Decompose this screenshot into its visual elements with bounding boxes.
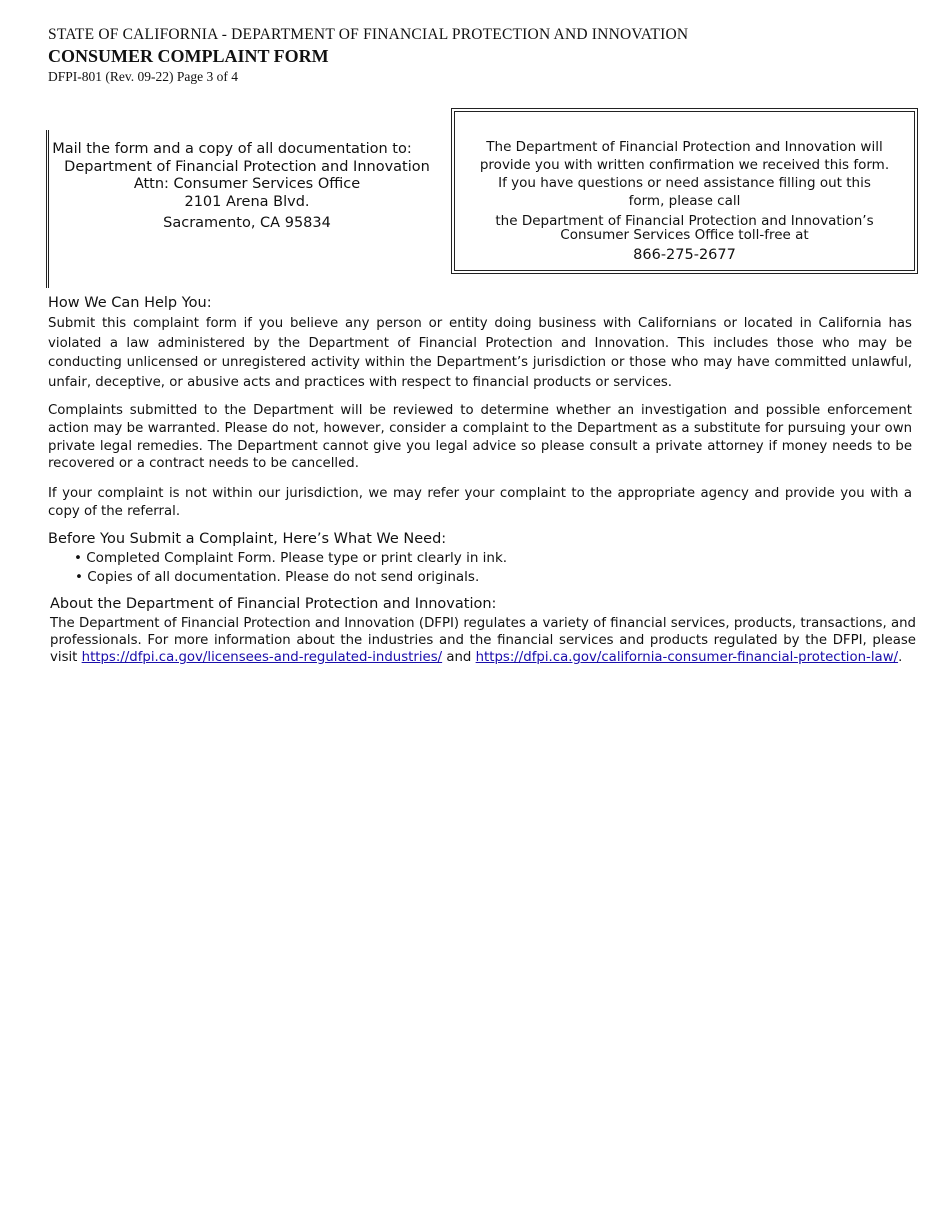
help-heading: How We Can Help You: — [48, 295, 212, 311]
mailing-address-box — [46, 130, 445, 288]
help-paragraph-2: Complaints submitted to the Department will be reviewed to determine whether an investigation and possible enforcement action may be warranted. Please do not, however, consider a complaint to the Department as a substitute for pursuing your own private legal remedies. The Department cannot give you legal advice so please consult a private attorney if money needs to be recovered or a contract needs to be cancelled. — [48, 403, 912, 472]
list-item: • Copies of all documentation. Please do not send originals. — [75, 569, 480, 585]
confirm-line: If you have questions or need assistance filling out this — [498, 175, 871, 191]
regulated-industries-link[interactable]: https://dfpi.ca.gov/licensees-and-regulated-industries/ — [81, 650, 443, 665]
confirm-line: The Department of Financial Protection and Innovation will — [486, 139, 883, 155]
mail-org: Department of Financial Protection and Innovation — [64, 158, 430, 175]
mail-city: Sacramento, CA 95834 — [163, 215, 331, 231]
confirm-line: Consumer Services Office toll-free at — [560, 227, 809, 243]
confirm-line: the Department of Financial Protection and Innovation’s — [495, 213, 874, 229]
before-heading: Before You Submit a Complaint, Here’s What We Need: — [48, 531, 447, 547]
confirmation-box — [454, 111, 915, 271]
help-paragraph-3: If your complaint is not within our jurisdiction, we may refer your complaint to the appropriate agency and provide you with a copy of the referral. — [48, 486, 912, 519]
mail-instruction: Mail the form and a copy of all documentation to: — [52, 141, 412, 157]
form-revision: DFPI-801 (Rev. 09-22) Page 3 of 4 — [48, 69, 238, 84]
list-item: • Completed Complaint Form. Please type or print clearly in ink. — [74, 550, 508, 566]
about-heading: About the Department of Financial Protection and Innovation: — [50, 596, 497, 612]
mail-attn: Attn: Consumer Services Office — [133, 176, 361, 192]
confirm-line: provide you with written confirmation we received this form. — [479, 157, 890, 173]
requirements-list — [74, 549, 507, 587]
about-paragraph: The Department of Financial Protection and Innovation (DFPI) regulates a variety of financial services, products, transactions, and professionals. For more information about the industries and the financial services and products regulated by the DFPI, please visit https://dfpi.ca.gov/licensees-and-regulated-industries/ and https://dfpi.ca.gov/california-consumer-financial-protection-law/. — [50, 616, 916, 665]
consumer-protection-law-link[interactable]: https://dfpi.ca.gov/california-consumer-financial-protection-law/ — [475, 650, 899, 665]
form-title: CONSUMER COMPLAINT FORM — [48, 46, 329, 66]
agency-header: STATE OF CALIFORNIA - DEPARTMENT OF FINANCIAL PROTECTION AND INNOVATION — [48, 26, 689, 43]
toll-free-phone: 866-275-2677 — [633, 247, 736, 263]
help-paragraph-1: Submit this complaint form if you believe any person or entity doing business with Californians or located in California has violated a law administered by the Department of Financial Protection and Innovation. This includes those who may be conducting unlicensed or unregistered activity within the Department’s jurisdiction or those who may have committed unlawful, unfair, deceptive, or abusive acts and practices with respect to financial products or services. — [48, 316, 912, 390]
mail-street: 2101 Arena Blvd. — [184, 193, 310, 210]
confirm-line: form, please call — [628, 193, 741, 209]
